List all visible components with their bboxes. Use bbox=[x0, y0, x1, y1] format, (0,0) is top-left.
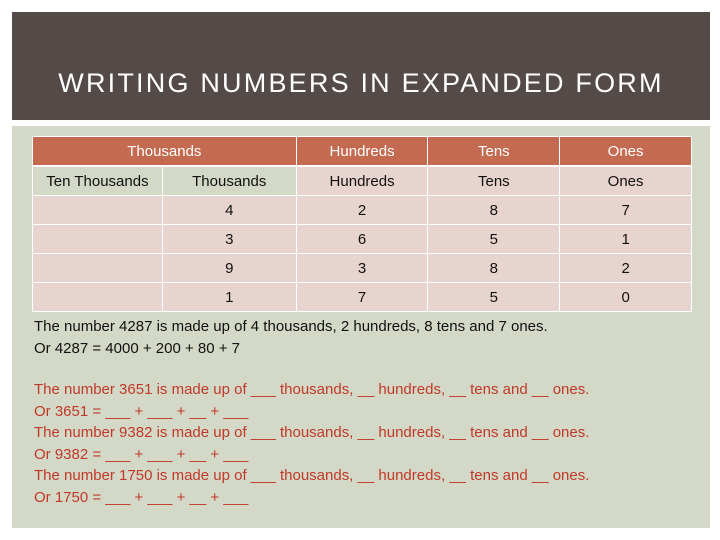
table-cell: 5 bbox=[428, 283, 560, 312]
sub-header-row bbox=[33, 166, 692, 196]
example-line: Or 4287 = 4000 + 200 + 80 + 7 bbox=[34, 339, 241, 357]
table-cell: 0 bbox=[560, 283, 692, 312]
header-ones: Ones bbox=[560, 137, 692, 167]
header-hundreds: Hundreds bbox=[296, 137, 428, 167]
table-cell: 5 bbox=[428, 225, 560, 254]
title-band bbox=[12, 12, 710, 120]
table-cell: 2 bbox=[560, 254, 692, 283]
table-cell: 4 bbox=[162, 196, 296, 225]
table-cell bbox=[33, 196, 163, 225]
exercise-line: Or 1750 = ___ + ___ + __ + ___ bbox=[34, 488, 249, 506]
table-row bbox=[33, 283, 692, 312]
subheader-hundreds: Hundreds bbox=[296, 166, 428, 196]
subheader-tens: Tens bbox=[428, 166, 560, 196]
exercise-line: The number 3651 is made up of ___ thousands, __ hundreds, __ tens and __ ones. bbox=[34, 381, 590, 398]
table-cell: 7 bbox=[560, 196, 692, 225]
table-cell: 1 bbox=[560, 225, 692, 254]
group-header-row bbox=[33, 137, 692, 167]
table-row bbox=[33, 196, 692, 225]
table-cell: 9 bbox=[162, 254, 296, 283]
content-area bbox=[12, 126, 710, 528]
header-thousands: Thousands bbox=[33, 137, 297, 167]
exercise-line: The number 9382 is made up of ___ thousands, __ hundreds, __ tens and __ ones. bbox=[34, 424, 590, 441]
example-text bbox=[34, 316, 694, 359]
example-line: The number 4287 is made up of 4 thousands, 2 hundreds, 8 tens and 7 ones. bbox=[34, 318, 548, 335]
table-cell bbox=[33, 283, 163, 312]
exercise-text bbox=[34, 379, 694, 508]
table-cell: 8 bbox=[428, 196, 560, 225]
table-cell: 7 bbox=[296, 283, 428, 312]
subheader-ten-thousands: Ten Thousands bbox=[33, 166, 163, 196]
exercise-line: Or 9382 = ___ + ___ + __ + ___ bbox=[34, 445, 249, 463]
table-cell bbox=[33, 254, 163, 283]
header-tens: Tens bbox=[428, 137, 560, 167]
exercise-line: The number 1750 is made up of ___ thousands, __ hundreds, __ tens and __ ones. bbox=[34, 467, 590, 484]
table-cell bbox=[33, 225, 163, 254]
table-cell: 2 bbox=[296, 196, 428, 225]
slide-title: WRITING NUMBERS IN EXPANDED FORM bbox=[58, 68, 664, 98]
table-cell: 6 bbox=[296, 225, 428, 254]
subheader-ones: Ones bbox=[560, 166, 692, 196]
table-cell: 3 bbox=[296, 254, 428, 283]
exercise-line: Or 3651 = ___ + ___ + __ + ___ bbox=[34, 402, 249, 420]
place-value-table bbox=[32, 136, 692, 312]
table-cell: 3 bbox=[162, 225, 296, 254]
subheader-thousands: Thousands bbox=[162, 166, 296, 196]
table-cell: 8 bbox=[428, 254, 560, 283]
table-row bbox=[33, 225, 692, 254]
table-cell: 1 bbox=[162, 283, 296, 312]
table-row bbox=[33, 254, 692, 283]
